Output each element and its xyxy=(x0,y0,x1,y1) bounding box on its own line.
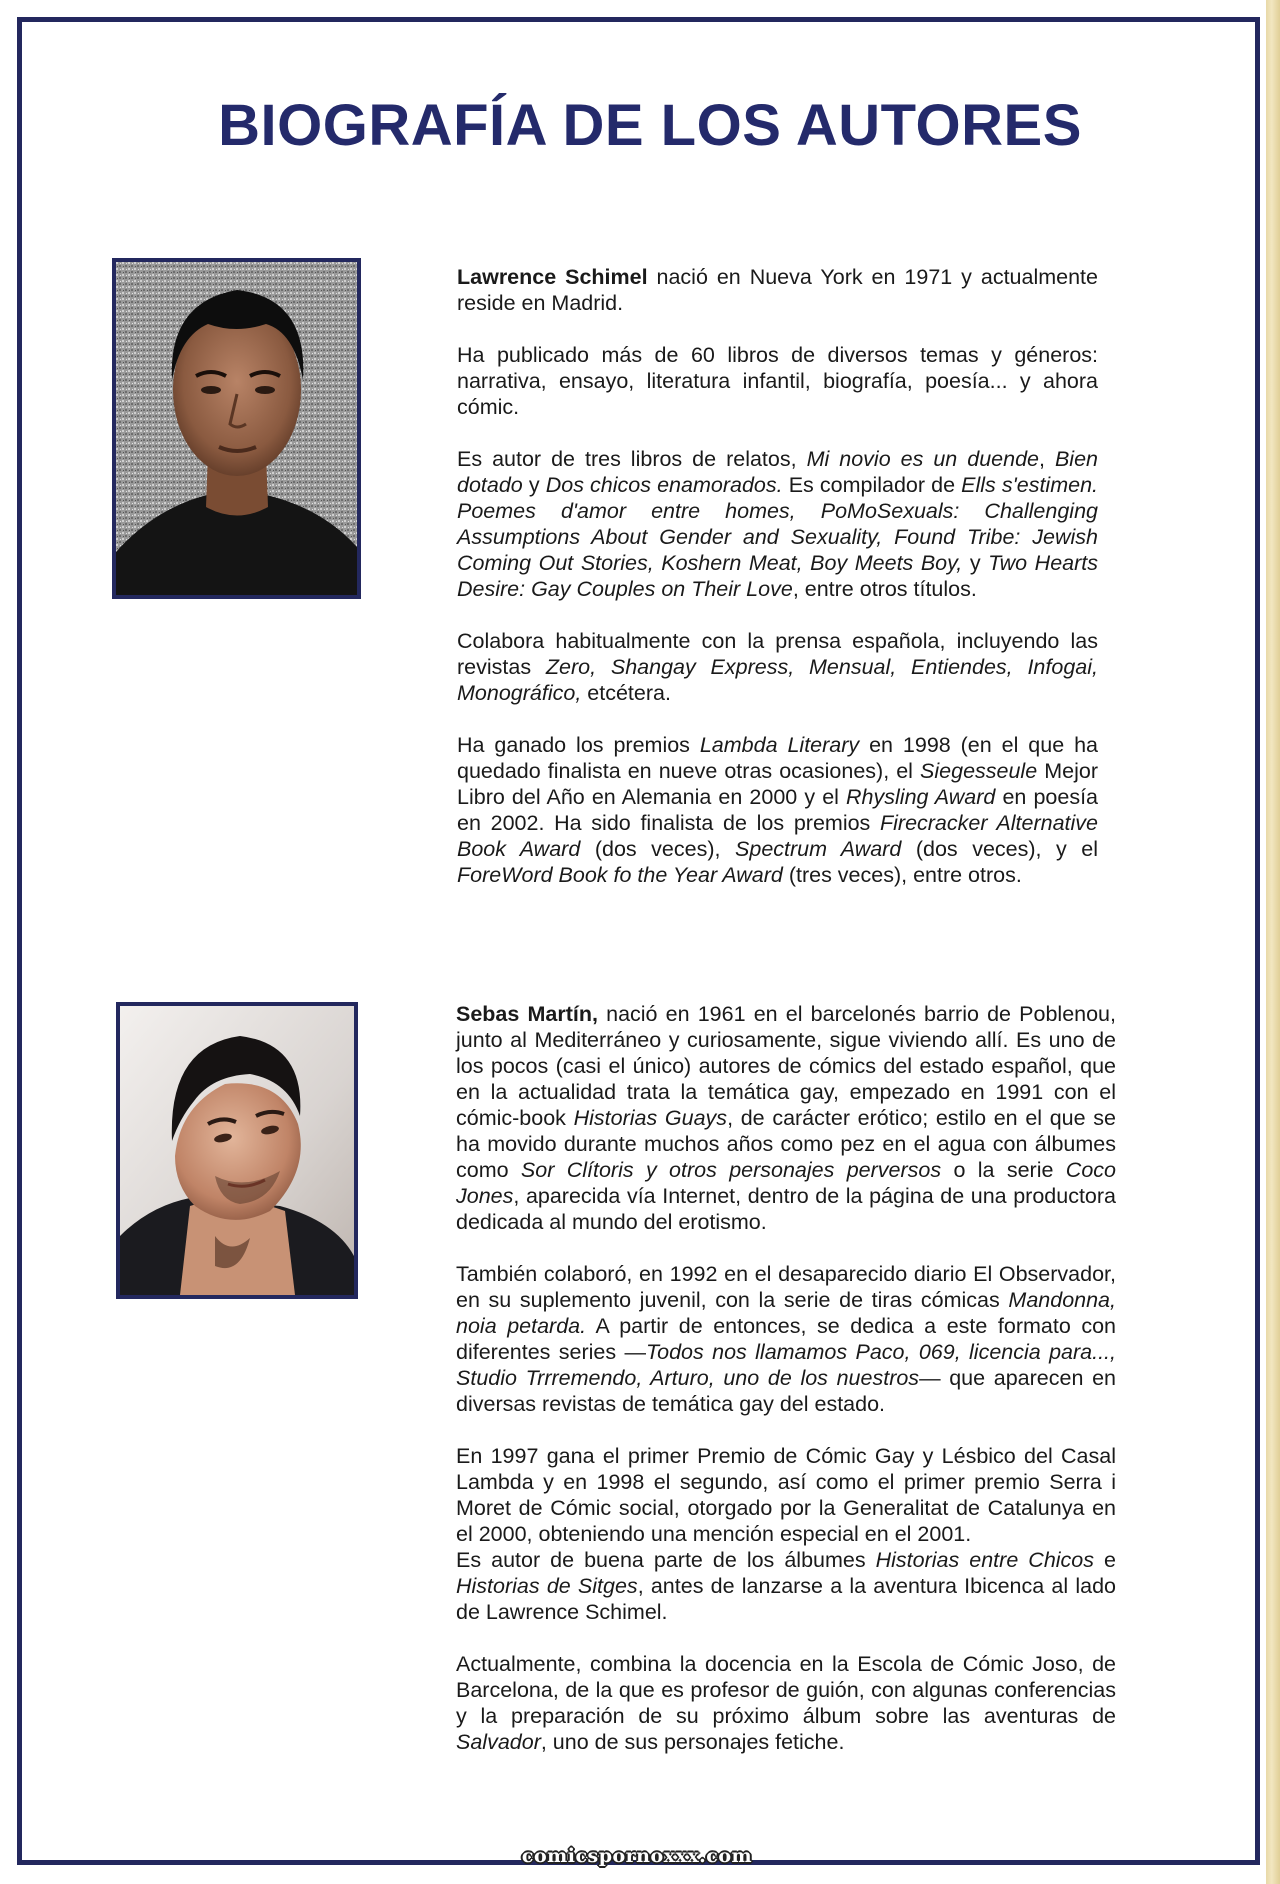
bio-paragraph xyxy=(457,446,1098,602)
bio-text: en 1998 (en el que ha quedado finalista en nueve otras ocasiones), el xyxy=(457,733,1098,783)
work-title: Historias Guays xyxy=(573,1106,728,1130)
portrait-image xyxy=(116,262,357,595)
author-bio-sebas-martin xyxy=(456,1001,1116,1781)
work-title: Mi novio es un duende xyxy=(806,447,1039,471)
bio-text: (dos veces), xyxy=(580,837,736,861)
bio-paragraph xyxy=(457,342,1098,420)
bio-text: , uno de sus personajes fetiche. xyxy=(540,1730,845,1754)
bio-text: (dos veces), y el xyxy=(901,837,1099,861)
bio-text: Ha publicado más de 60 libros de diversos temas y géneros: narrativa, ensayo, literatura infantil, biografía, poesía... y ahora cómic. xyxy=(457,343,1098,419)
bio-text: — que aparecen en diversas revistas de temática gay del estado. xyxy=(456,1366,1116,1416)
bio-text: e xyxy=(1094,1548,1116,1572)
bio-paragraph xyxy=(457,264,1098,316)
bio-text: , xyxy=(1038,447,1055,471)
work-title: Coco Jones xyxy=(456,1158,1116,1208)
author-name: Sebas Martín, xyxy=(456,1002,598,1026)
work-title: Two Hearts Desire: Gay Couples on Their Love xyxy=(457,551,1098,601)
bio-text: Es autor de tres libros de relatos, xyxy=(457,447,807,471)
work-title: ForeWord Book fo the Year Award xyxy=(457,863,783,887)
portrait-image xyxy=(120,1006,354,1295)
work-title: Mandonna, noia petarda. xyxy=(456,1288,1116,1338)
bio-text: (tres veces), entre otros. xyxy=(782,863,1022,887)
bio-text: Actualmente, combina la docencia en la Escola de Cómic Joso, de Barcelona, de la que es profesor de guión, con algunas conferencias y la preparación de su próximo álbum sobre las aventuras de xyxy=(456,1652,1116,1728)
bio-paragraph xyxy=(457,628,1098,706)
bio-text: A partir de entonces, se dedica a este formato con diferentes series — xyxy=(456,1314,1117,1364)
author-bio-lawrence-schimel xyxy=(457,264,1098,914)
work-title: Firecracker Alternative Book Award xyxy=(457,811,1098,861)
bio-text: Ha ganado los premios xyxy=(457,733,700,757)
bio-text: , antes de lanzarse a la aventura Ibicenca al lado de Lawrence Schimel. xyxy=(456,1574,1116,1624)
author-photo-sebas-martin xyxy=(116,1002,358,1299)
bio-text: En 1997 gana el primer Premio de Cómic Gay y Lésbico del Casal Lambda y en 1998 el segundo, así como el primer premio Serra i Moret de Cómic social, otorgado por la Generalitat de Catalunya en el 2000, obteniendo una mención especial en el 2001. xyxy=(456,1444,1116,1546)
bio-text: Mejor Libro del Año en Alemania en 2000 y el xyxy=(457,759,1098,809)
bio-text: o la serie xyxy=(941,1158,1066,1182)
bio-text: y xyxy=(962,551,989,575)
bio-text: nació en 1961 en el barcelonés barrio de Poblenou, junto al Mediterráneo y curiosamente, sigue viviendo allí. Es uno de los pocos (casi el único) autores de cómics del estado español, que en la actualidad trata la temática gay, empezado en 1991 con el cómic-book xyxy=(456,1002,1116,1130)
bio-text: , aparecida vía Internet, dentro de la página de una productora dedicada al mundo del erotismo. xyxy=(456,1184,1116,1234)
work-title: Todos nos llamamos Paco, 069, licencia para..., Studio Trrremendo, Arturo, uno de los nuestros xyxy=(456,1340,1117,1390)
work-title: Historias de Sitges xyxy=(456,1574,638,1598)
work-title: Dos chicos enamorados. xyxy=(545,473,783,497)
bio-text: , de carácter erótico; estilo en el que se ha movido durante muchos años como pez en el agua con álbumes como xyxy=(456,1106,1116,1182)
work-title: Spectrum Award xyxy=(735,837,902,861)
bio-text: etcétera. xyxy=(581,681,671,705)
work-title: Rhysling Award xyxy=(846,785,996,809)
work-title: Ells s'estimen. Poemes d'amor entre homes, PoMoSexuals: Challenging Assumptions About Gender and Sexuality, Found Tribe: Jewish Coming Out Stories, Koshern Meat, Boy Meets Boy, xyxy=(457,473,1099,575)
work-title: Bien dotado xyxy=(457,447,1098,497)
bio-text: y xyxy=(522,473,546,497)
bio-text: en poesía en 2002. Ha sido finalista de los premios xyxy=(457,785,1099,835)
work-title: Siegesseule xyxy=(920,759,1038,783)
bio-text: nació en Nueva York en 1971 y actualmente reside en Madrid. xyxy=(457,265,1098,315)
bio-paragraph xyxy=(456,1261,1116,1417)
bio-text: Es compilador de xyxy=(782,473,962,497)
bio-text: Colabora habitualmente con la prensa española, incluyendo las revistas xyxy=(457,629,1098,679)
bio-paragraph xyxy=(456,1651,1116,1755)
bio-paragraph xyxy=(456,1001,1116,1235)
bio-text: También colaboró, en 1992 en el desaparecido diario El Observador, en su suplemento juvenil, con la serie de tiras cómicas xyxy=(456,1262,1116,1312)
work-title: Salvador xyxy=(456,1730,541,1754)
work-title: Zero, Shangay Express, Mensual, Entiendes, Infogai, Monográfico, xyxy=(457,655,1098,705)
bio-paragraph xyxy=(456,1547,1116,1625)
author-photo-lawrence-schimel xyxy=(112,258,361,599)
page-title: BIOGRAFÍA DE LOS AUTORES xyxy=(218,93,1082,158)
bio-text: Es autor de buena parte de los álbumes xyxy=(456,1548,876,1572)
page-edge xyxy=(1266,0,1280,1884)
author-name: Lawrence Schimel xyxy=(457,265,648,289)
bio-paragraph xyxy=(457,732,1098,888)
bio-paragraph xyxy=(456,1443,1116,1547)
work-title: Lambda Literary xyxy=(699,733,860,757)
bio-text: , entre otros títulos. xyxy=(792,577,977,601)
work-title: Historias entre Chicos xyxy=(875,1548,1095,1572)
work-title: Sor Clítoris y otros personajes perversos xyxy=(520,1158,942,1182)
watermark: comicspornoxxx.com xyxy=(521,1845,753,1867)
